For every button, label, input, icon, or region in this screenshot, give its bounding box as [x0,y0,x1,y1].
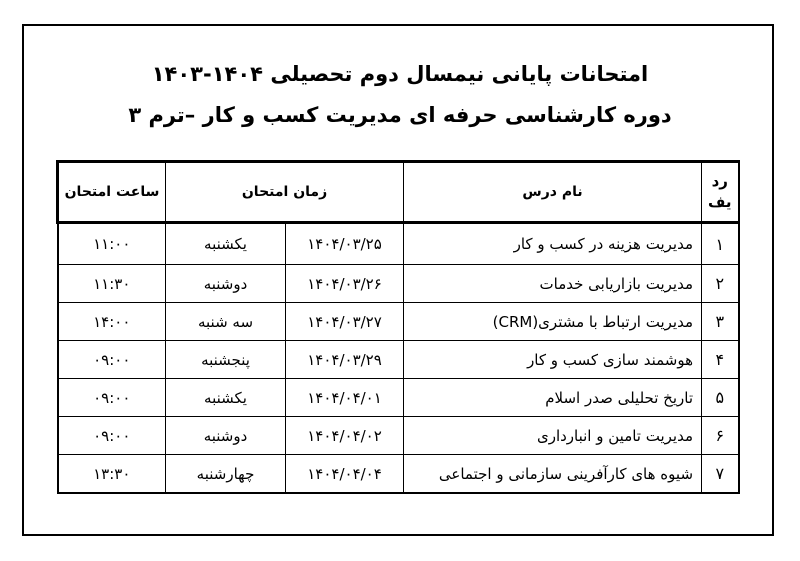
table-row [58,265,739,303]
course-name: مدیریت ارتباط با مشتری(CRM) [404,303,702,341]
exam-day: یکشنبه [166,223,286,265]
exam-day: چهارشنبه [166,455,286,494]
exam-schedule-table [56,160,740,494]
header-index-label: رد یف [708,172,732,211]
table-header-row [58,162,739,223]
exam-day: سه شنبه [166,303,286,341]
course-name: هوشمند سازی کسب و کار [404,341,702,379]
table-row [58,379,739,417]
row-index: ۶ [702,417,739,455]
course-name: مدیریت هزینه در کسب و کار [404,223,702,265]
exam-day: یکشنبه [166,379,286,417]
exam-date: ۱۴۰۴/۰۳/۲۶ [286,265,404,303]
table-row [58,303,739,341]
header-course: نام درس [404,162,702,223]
header-index [702,162,739,223]
table-row [58,417,739,455]
course-name: مدیریت تامین و انبارداری [404,417,702,455]
exam-day: دوشنبه [166,265,286,303]
exam-date: ۱۴۰۴/۰۳/۲۷ [286,303,404,341]
table-row [58,455,739,494]
exam-time: ۱۱:۰۰ [58,223,166,265]
row-index: ۳ [702,303,739,341]
row-index: ۵ [702,379,739,417]
header-exam-date: زمان امتحان [166,162,404,223]
document-title: امتحانات پایانی نیمسال دوم تحصیلی ۱۴۰۴-۱۴۰۳ [151,62,649,86]
exam-time: ۱۴:۰۰ [58,303,166,341]
row-index: ۴ [702,341,739,379]
exam-time: ۰۹:۰۰ [58,417,166,455]
row-index: ۷ [702,455,739,494]
exam-date: ۱۴۰۴/۰۳/۲۵ [286,223,404,265]
exam-day: پنجشنبه [166,341,286,379]
exam-date: ۱۴۰۴/۰۳/۲۹ [286,341,404,379]
table-row [58,341,739,379]
exam-date: ۱۴۰۴/۰۴/۰۴ [286,455,404,494]
exam-day: دوشنبه [166,417,286,455]
course-name: شیوه های کارآفرینی سازمانی و اجتماعی [404,455,702,494]
header-exam-time: ساعت امتحان [58,162,166,223]
exam-time: ۱۱:۳۰ [58,265,166,303]
course-name: مدیریت بازاریابی خدمات [404,265,702,303]
exam-date: ۱۴۰۴/۰۴/۰۲ [286,417,404,455]
course-name: تاریخ تحلیلی صدر اسلام [404,379,702,417]
row-index: ۱ [702,223,739,265]
exam-time: ۰۹:۰۰ [58,341,166,379]
document-subtitle: دوره کارشناسی حرفه ای مدیریت کسب و کار –ترم ۳ [128,103,672,127]
exam-date: ۱۴۰۴/۰۴/۰۱ [286,379,404,417]
exam-time: ۰۹:۰۰ [58,379,166,417]
exam-time: ۱۳:۳۰ [58,455,166,494]
table-row [58,223,739,265]
row-index: ۲ [702,265,739,303]
